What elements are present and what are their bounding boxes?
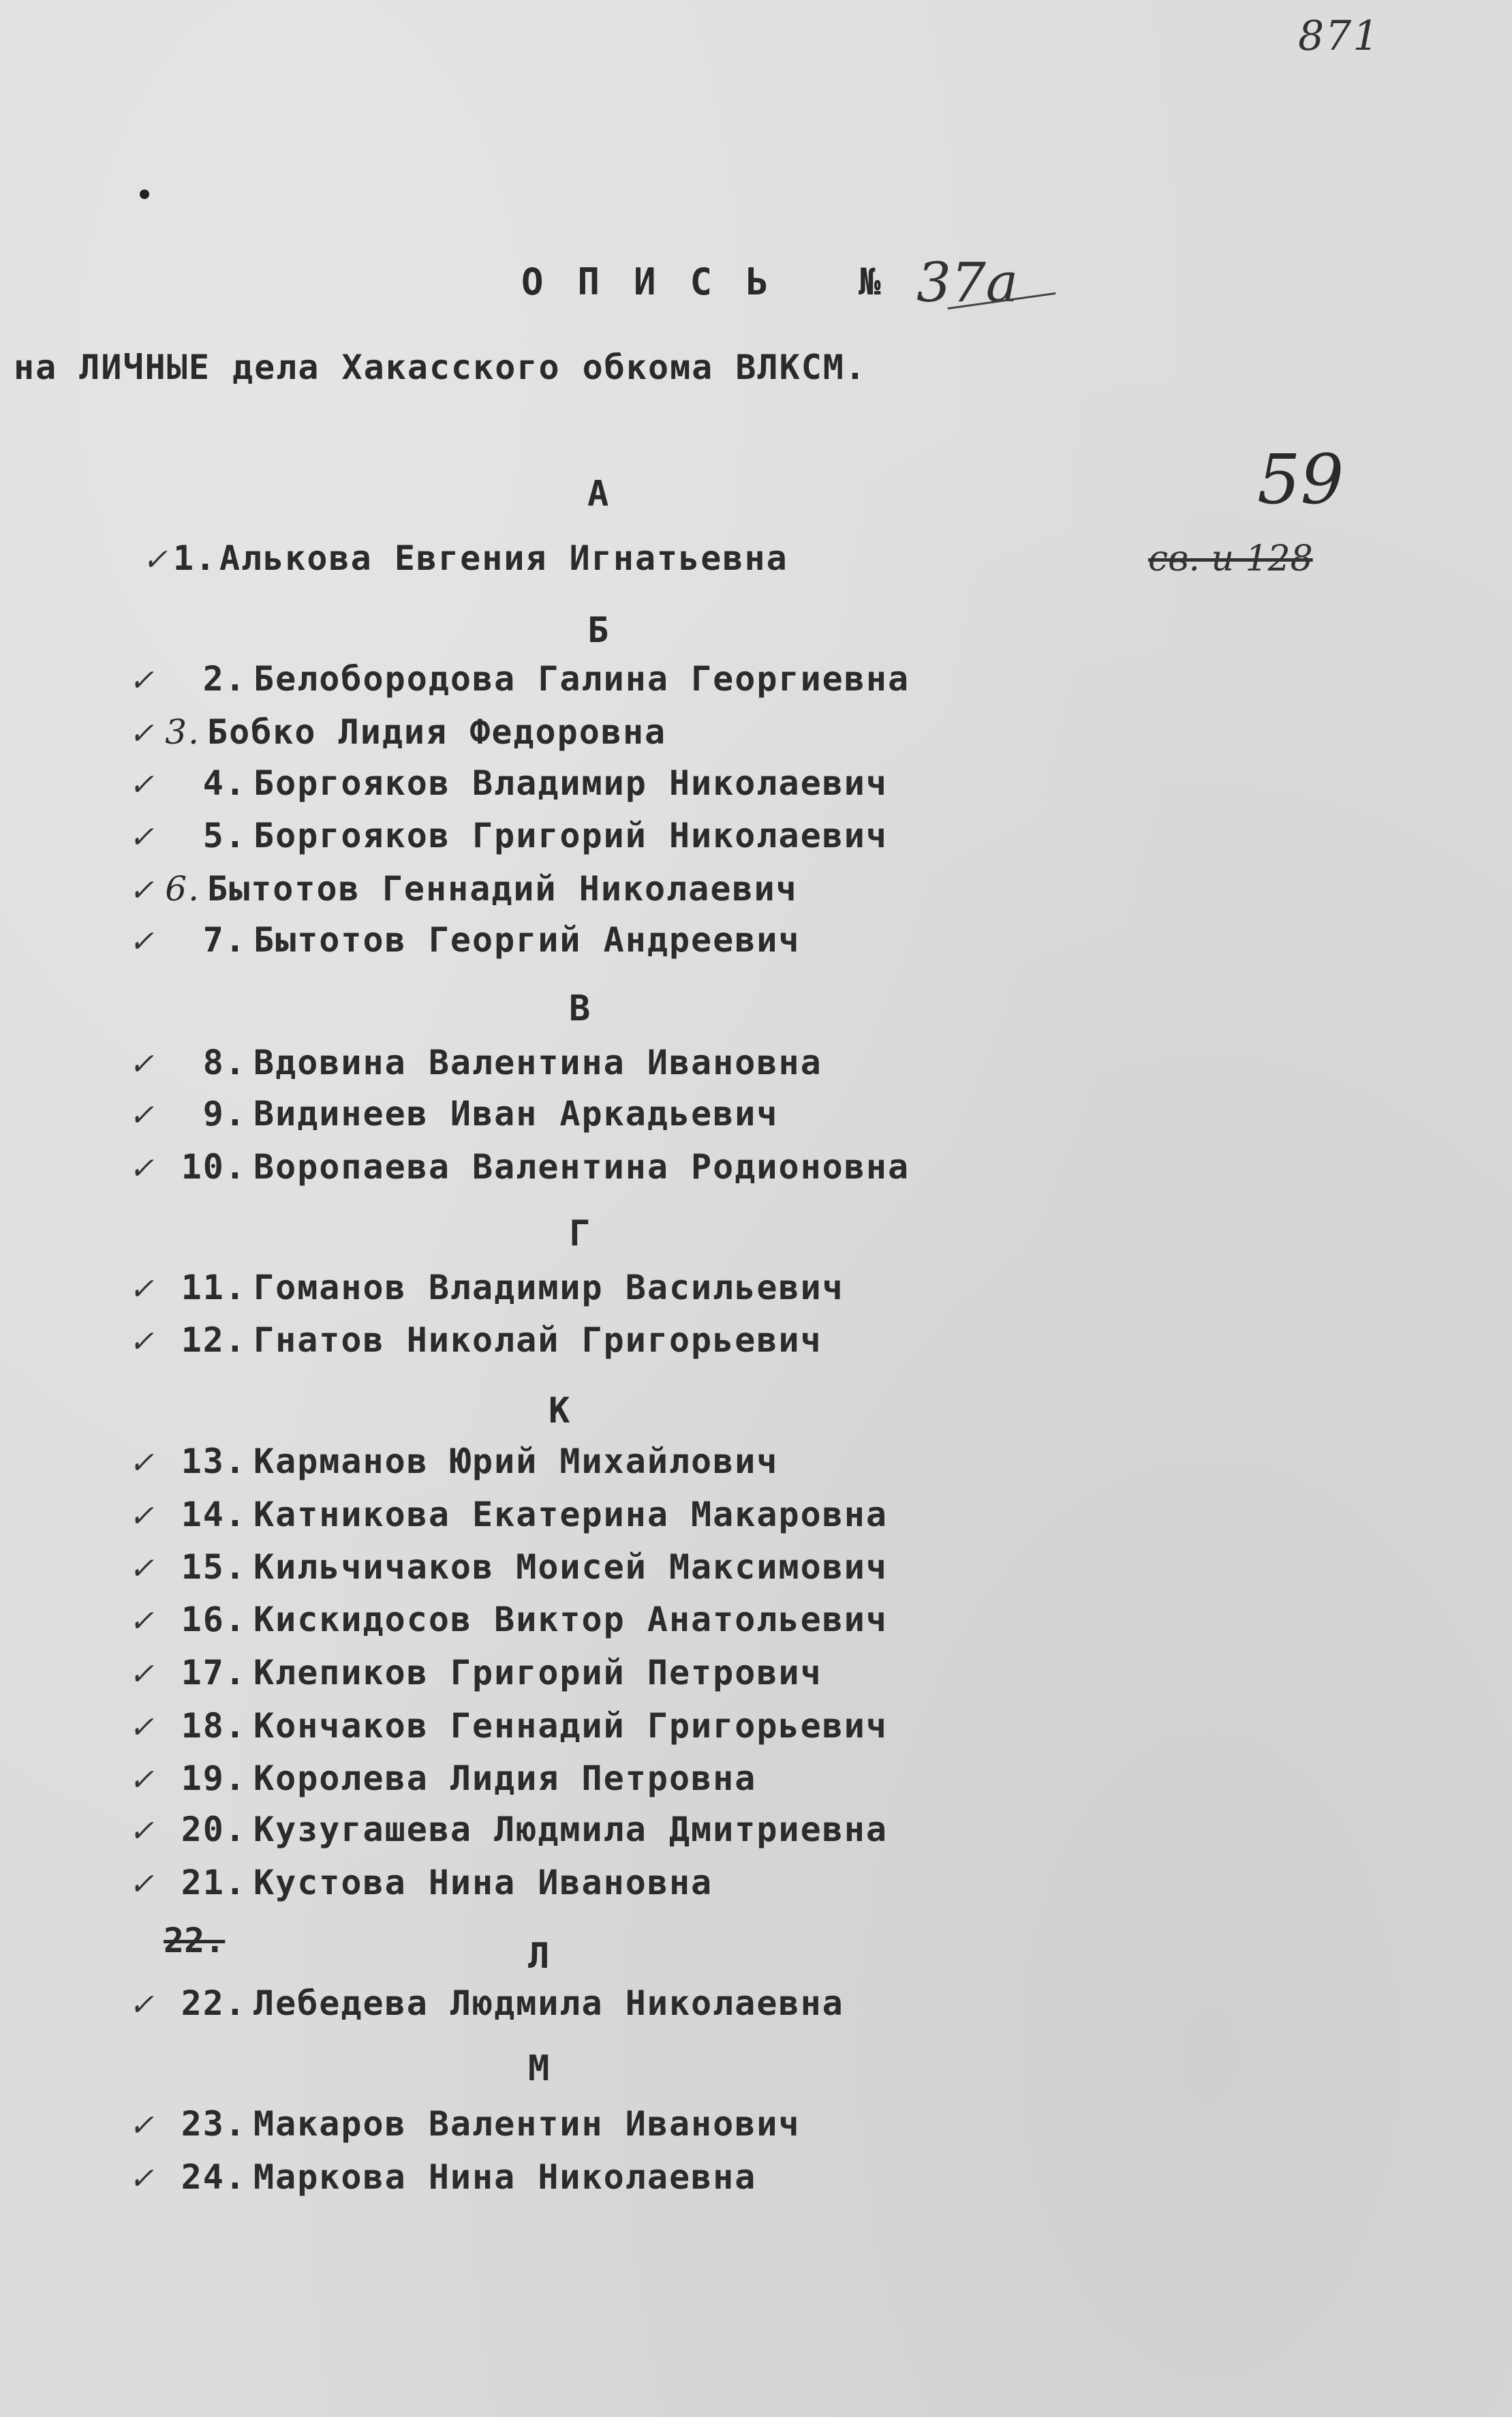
check-mark-icon: ✓ [129,1272,155,1307]
check-mark-icon: ✓ [129,873,155,908]
folio-number: 871 [1298,12,1380,60]
item-number: 19. [181,1759,247,1798]
person-name: Бытотов Георгий Андреевич [253,920,801,960]
list-item [123,1442,778,1484]
person-name: Воропаева Валентина Родионовна [253,1147,910,1187]
check-mark-icon: ✓ [129,820,155,855]
check-mark-icon: ✓ [129,1763,155,1797]
sheet-count-handwritten: 59 [1257,440,1344,519]
item-number: 4. [202,763,247,803]
item-number: 23. [181,2104,247,2144]
list-item [123,1547,888,1590]
section-letter-k: К [549,1390,570,1431]
list-item [123,1043,822,1085]
list-item [123,2157,756,2200]
check-mark-icon: ✓ [129,2161,155,2196]
item-number: 20. [181,1810,247,1849]
item-number: 17. [181,1653,247,1692]
list-item [123,1983,844,2026]
list-item [123,1863,713,1905]
list-item [123,1094,778,1136]
list-item [123,712,666,755]
item-number: 11. [181,1268,247,1307]
check-mark-icon: ✓ [129,1867,155,1902]
person-name: Макаров Валентин Иванович [253,2104,801,2144]
check-mark-icon: ✓ [129,1047,155,1082]
sheet-count-struck: св. и 128 [1148,538,1313,579]
item-number: 9. [202,1094,247,1134]
person-name: Клепиков Григорий Петрович [253,1653,822,1692]
person-name: Белобородова Галина Георгиевна [253,659,910,699]
list-item [123,1600,888,1642]
item-number: 14. [181,1495,247,1534]
item-number: 22. [181,1983,247,2023]
item-number: 13. [181,1442,247,1481]
check-mark-icon: ✓ [129,1324,155,1359]
document-title: ОПИСЬ № [521,260,915,303]
check-mark-icon: ✓ [129,1657,155,1692]
person-name: Бобко Лидия Федоровна [207,712,667,752]
check-mark-icon: ✓ [129,1551,155,1586]
item-number: 24. [181,2157,247,2197]
item-number: 5. [202,816,247,855]
item-number: 16. [181,1600,247,1639]
list-item [123,816,888,858]
list-item [123,1495,888,1537]
item-number: 15. [181,1547,247,1587]
list-item [123,763,888,806]
person-name: Гнатов Николай Григорьевич [253,1320,822,1360]
person-name: Карманов Юрий Михайлович [253,1442,779,1481]
check-mark-icon: ✓ [129,663,155,698]
check-mark-icon: ✓ [129,1098,155,1133]
item-number: 12. [181,1320,247,1360]
list-item [123,1320,822,1363]
item-number: 8. [202,1043,247,1082]
item-number: 2. [202,659,247,699]
list-item [136,538,788,581]
person-name: Боргояков Григорий Николаевич [253,816,888,855]
person-name: Кончаков Геннадий Григорьевич [253,1706,888,1746]
check-mark-icon: ✓ [129,1710,155,1745]
item-number: 18. [181,1706,247,1746]
check-mark-icon: ✓ [129,1446,155,1480]
list-item [123,2104,801,2146]
person-name: Маркова Нина Николаевна [253,2157,757,2197]
section-letter-l: Л [528,1936,550,1977]
person-name: Кузугашева Людмила Дмитриевна [253,1810,888,1849]
section-letter-a: А [587,474,609,515]
check-mark-icon: ✓ [129,1604,155,1639]
item-number: 3. [165,712,200,752]
item-number: 10. [181,1147,247,1187]
person-name: Королева Лидия Петровна [253,1759,757,1798]
person-name: Видинеев Иван Аркадьевич [253,1094,779,1134]
list-item [123,869,798,911]
person-name: Боргояков Владимир Николаевич [253,763,888,803]
person-name: Кискидосов Виктор Анатольевич [253,1600,888,1639]
check-mark-icon: ✓ [129,1499,155,1534]
check-mark-icon: ✓ [129,767,155,802]
person-name: Лебедева Людмила Николаевна [253,1983,844,2023]
person-name: Кильчичаков Моисей Максимович [253,1547,888,1587]
check-mark-icon: ✓ [129,1988,155,2022]
check-mark-icon: ✓ [129,1814,155,1849]
section-letter-m: М [528,2048,550,2089]
check-mark-icon: ✓ [129,716,155,751]
item-number: 6. [165,869,200,909]
list-item [123,1147,910,1189]
item-number: 7. [202,920,247,960]
item-number: 21. [181,1863,247,1902]
list-item [123,1268,844,1310]
section-letter-g: Г [569,1213,591,1254]
list-item [123,1759,756,1801]
list-item [123,659,910,701]
section-letter-v: В [569,988,591,1029]
list-item [123,920,801,962]
section-letter-b: Б [587,610,609,651]
person-name: Вдовина Валентина Ивановна [253,1043,822,1082]
person-name: Бытотов Геннадий Николаевич [207,869,798,909]
document-subtitle: на ЛИЧНЫЕ дела Хакасского обкома ВЛКСМ. [14,348,867,387]
person-name: Алькова Евгения Игнатьевна [219,538,788,578]
struck-item-number: 22. [164,1921,226,1960]
list-item [123,1810,888,1852]
list-item [123,1706,888,1748]
person-name: Гоманов Владимир Васильевич [253,1268,844,1307]
check-mark-icon: ✓ [142,543,169,577]
list-item [123,1653,822,1695]
check-mark-icon: ✓ [129,924,155,959]
title-number-handwritten: 37а [916,251,1019,314]
item-number: 1. [173,538,217,578]
person-name: Кустова Нина Ивановна [253,1863,713,1902]
person-name: Катникова Екатерина Макаровна [253,1495,888,1534]
check-mark-icon: ✓ [129,1151,155,1186]
check-mark-icon: ✓ [129,2108,155,2143]
ink-dot [140,189,149,199]
